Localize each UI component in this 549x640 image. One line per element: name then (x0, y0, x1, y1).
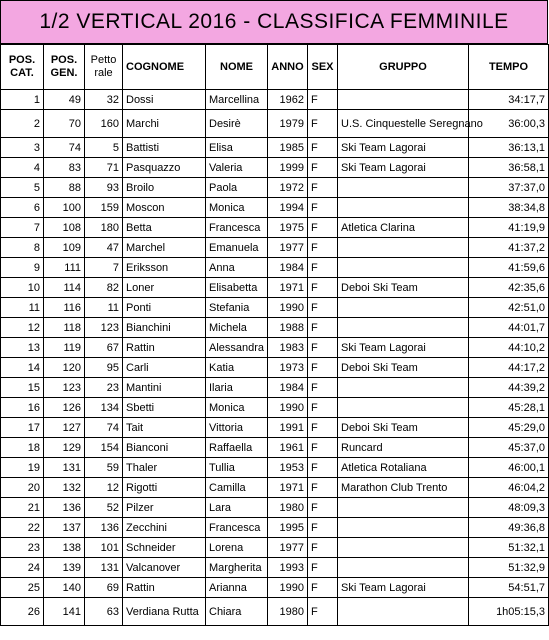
cell-pettorale: 12 (85, 478, 123, 498)
cell-pos-cat: 5 (1, 178, 44, 198)
cell-pos-cat: 16 (1, 398, 44, 418)
cell-cognome: Schneider (123, 538, 206, 558)
cell-pos-cat: 7 (1, 218, 44, 238)
table-row (1, 458, 549, 478)
cell-pos-gen: 100 (44, 198, 85, 218)
cell-pos-cat: 2 (1, 110, 44, 138)
cell-nome: Margherita (206, 558, 268, 578)
cell-pos-cat: 15 (1, 378, 44, 398)
cell-pettorale: 101 (85, 538, 123, 558)
cell-pos-cat: 18 (1, 438, 44, 458)
cell-nome: Elisabetta (206, 278, 268, 298)
cell-nome: Alessandra (206, 338, 268, 358)
cell-pos-gen: 138 (44, 538, 85, 558)
cell-gruppo: Deboi Ski Team (338, 278, 469, 298)
cell-pos-cat: 13 (1, 338, 44, 358)
cell-gruppo: Ski Team Lagorai (338, 338, 469, 358)
cell-nome: Marcellina (206, 90, 268, 110)
cell-sex: F (308, 338, 338, 358)
table-row (1, 110, 549, 138)
cell-pettorale: 59 (85, 458, 123, 478)
cell-pettorale: 134 (85, 398, 123, 418)
cell-anno: 1985 (268, 138, 308, 158)
cell-nome: Emanuela (206, 238, 268, 258)
cell-gruppo (338, 298, 469, 318)
cell-cognome: Moscon (123, 198, 206, 218)
cell-anno: 1993 (268, 558, 308, 578)
table-row (1, 258, 549, 278)
cell-tempo: 46:04,2 (469, 478, 549, 498)
cell-gruppo: Ski Team Lagorai (338, 138, 469, 158)
cell-gruppo (338, 258, 469, 278)
cell-pettorale: 131 (85, 558, 123, 578)
cell-sex: F (308, 438, 338, 458)
table-row (1, 398, 549, 418)
cell-pos-cat: 4 (1, 158, 44, 178)
cell-gruppo: Atletica Clarina (338, 218, 469, 238)
cell-nome: Tullia (206, 458, 268, 478)
cell-pos-gen: 88 (44, 178, 85, 198)
cell-tempo: 41:37,2 (469, 238, 549, 258)
cell-sex: F (308, 178, 338, 198)
cell-gruppo (338, 198, 469, 218)
cell-sex: F (308, 238, 338, 258)
cell-nome: Michela (206, 318, 268, 338)
cell-cognome: Battisti (123, 138, 206, 158)
table-row (1, 178, 549, 198)
cell-sex: F (308, 318, 338, 338)
cell-cognome: Carli (123, 358, 206, 378)
cell-tempo: 51:32,1 (469, 538, 549, 558)
cell-pettorale: 180 (85, 218, 123, 238)
cell-pos-gen: 126 (44, 398, 85, 418)
cell-nome: Monica (206, 198, 268, 218)
cell-pos-gen: 129 (44, 438, 85, 458)
cell-pettorale: 11 (85, 298, 123, 318)
cell-nome: Paola (206, 178, 268, 198)
cell-pos-gen: 131 (44, 458, 85, 478)
cell-nome: Elisa (206, 138, 268, 158)
cell-nome: Stefania (206, 298, 268, 318)
cell-sex: F (308, 538, 338, 558)
cell-cognome: Betta (123, 218, 206, 238)
cell-pos-cat: 6 (1, 198, 44, 218)
header-pettorale: Petto rale (85, 45, 123, 90)
header-sex: SEX (308, 45, 338, 90)
table-row (1, 418, 549, 438)
table-row (1, 538, 549, 558)
cell-tempo: 44:39,2 (469, 378, 549, 398)
cell-gruppo (338, 378, 469, 398)
cell-gruppo: Ski Team Lagorai (338, 158, 469, 178)
cell-anno: 1971 (268, 478, 308, 498)
cell-tempo: 42:35,6 (469, 278, 549, 298)
results-table (0, 44, 549, 626)
cell-cognome: Verdiana Rutta (123, 598, 206, 626)
table-row (1, 278, 549, 298)
cell-anno: 1977 (268, 538, 308, 558)
cell-tempo: 36:00,3 (469, 110, 549, 138)
cell-pettorale: 123 (85, 318, 123, 338)
cell-cognome: Rigotti (123, 478, 206, 498)
header-anno: ANNO (268, 45, 308, 90)
cell-pettorale: 154 (85, 438, 123, 458)
cell-tempo: 44:10,2 (469, 338, 549, 358)
cell-tempo: 44:17,2 (469, 358, 549, 378)
cell-cognome: Bianconi (123, 438, 206, 458)
cell-anno: 1991 (268, 418, 308, 438)
cell-pos-gen: 108 (44, 218, 85, 238)
table-row (1, 238, 549, 258)
cell-tempo: 54:51,7 (469, 578, 549, 598)
cell-tempo: 46:00,1 (469, 458, 549, 478)
cell-sex: F (308, 258, 338, 278)
cell-pettorale: 23 (85, 378, 123, 398)
cell-gruppo: Deboi Ski Team (338, 418, 469, 438)
cell-nome: Francesca (206, 518, 268, 538)
cell-pettorale: 5 (85, 138, 123, 158)
cell-cognome: Rattin (123, 578, 206, 598)
cell-cognome: Marchel (123, 238, 206, 258)
table-row (1, 298, 549, 318)
cell-sex: F (308, 158, 338, 178)
cell-tempo: 48:09,3 (469, 498, 549, 518)
cell-anno: 1962 (268, 90, 308, 110)
cell-pos-cat: 1 (1, 90, 44, 110)
header-pos-gen: POS. GEN. (44, 45, 85, 90)
cell-sex: F (308, 418, 338, 438)
cell-sex: F (308, 398, 338, 418)
cell-pettorale: 95 (85, 358, 123, 378)
cell-anno: 1995 (268, 518, 308, 538)
cell-anno: 1973 (268, 358, 308, 378)
cell-cognome: Eriksson (123, 258, 206, 278)
cell-anno: 1984 (268, 378, 308, 398)
cell-sex: F (308, 278, 338, 298)
header-nome: NOME (206, 45, 268, 90)
cell-gruppo (338, 90, 469, 110)
cell-pos-cat: 9 (1, 258, 44, 278)
cell-sex: F (308, 218, 338, 238)
table-row (1, 198, 549, 218)
cell-nome: Arianna (206, 578, 268, 598)
cell-pos-gen: 140 (44, 578, 85, 598)
cell-anno: 1961 (268, 438, 308, 458)
cell-tempo: 44:01,7 (469, 318, 549, 338)
page-title: 1/2 VERTICAL 2016 - CLASSIFICA FEMMINILE (0, 0, 548, 44)
cell-tempo: 1h05:15,3 (469, 598, 549, 626)
table-row (1, 498, 549, 518)
cell-cognome: Sbetti (123, 398, 206, 418)
cell-anno: 1983 (268, 338, 308, 358)
cell-pettorale: 160 (85, 110, 123, 138)
cell-sex: F (308, 298, 338, 318)
cell-pettorale: 69 (85, 578, 123, 598)
cell-pettorale: 32 (85, 90, 123, 110)
cell-tempo: 45:28,1 (469, 398, 549, 418)
cell-tempo: 34:17,7 (469, 90, 549, 110)
cell-pettorale: 52 (85, 498, 123, 518)
cell-anno: 1980 (268, 598, 308, 626)
table-row (1, 558, 549, 578)
cell-pos-gen: 114 (44, 278, 85, 298)
cell-pettorale: 93 (85, 178, 123, 198)
table-row (1, 338, 549, 358)
cell-anno: 1984 (268, 258, 308, 278)
cell-sex: F (308, 198, 338, 218)
cell-cognome: Dossi (123, 90, 206, 110)
cell-sex: F (308, 458, 338, 478)
cell-gruppo (338, 558, 469, 578)
table-row (1, 90, 549, 110)
cell-sex: F (308, 138, 338, 158)
cell-pos-gen: 137 (44, 518, 85, 538)
cell-pos-gen: 111 (44, 258, 85, 278)
header-gruppo: GRUPPO (338, 45, 469, 90)
cell-cognome: Loner (123, 278, 206, 298)
cell-nome: Vittoria (206, 418, 268, 438)
cell-anno: 1990 (268, 578, 308, 598)
table-row (1, 578, 549, 598)
cell-pos-gen: 141 (44, 598, 85, 626)
cell-pos-gen: 74 (44, 138, 85, 158)
cell-pos-cat: 3 (1, 138, 44, 158)
cell-pos-gen: 109 (44, 238, 85, 258)
cell-gruppo (338, 538, 469, 558)
cell-pos-gen: 118 (44, 318, 85, 338)
cell-nome: Raffaella (206, 438, 268, 458)
cell-gruppo (338, 598, 469, 626)
cell-anno: 1990 (268, 298, 308, 318)
cell-anno: 1979 (268, 110, 308, 138)
cell-pos-gen: 120 (44, 358, 85, 378)
header-cognome: COGNOME (123, 45, 206, 90)
cell-tempo: 36:13,1 (469, 138, 549, 158)
cell-pos-cat: 25 (1, 578, 44, 598)
cell-pos-gen: 123 (44, 378, 85, 398)
cell-pos-gen: 136 (44, 498, 85, 518)
header-pos-cat: POS. CAT. (1, 45, 44, 90)
cell-cognome: Marchi (123, 110, 206, 138)
cell-tempo: 41:19,9 (469, 218, 549, 238)
cell-gruppo: Marathon Club Trento (338, 478, 469, 498)
cell-pos-cat: 21 (1, 498, 44, 518)
cell-pos-cat: 14 (1, 358, 44, 378)
cell-pos-gen: 119 (44, 338, 85, 358)
cell-gruppo (338, 238, 469, 258)
cell-nome: Lorena (206, 538, 268, 558)
cell-gruppo (338, 398, 469, 418)
cell-gruppo: Ski Team Lagorai (338, 578, 469, 598)
cell-gruppo (338, 318, 469, 338)
cell-cognome: Zecchini (123, 518, 206, 538)
cell-gruppo: Deboi Ski Team (338, 358, 469, 378)
cell-pos-cat: 12 (1, 318, 44, 338)
cell-tempo: 51:32,9 (469, 558, 549, 578)
cell-anno: 1980 (268, 498, 308, 518)
cell-pos-cat: 10 (1, 278, 44, 298)
table-row (1, 478, 549, 498)
cell-cognome: Rattin (123, 338, 206, 358)
cell-pos-gen: 83 (44, 158, 85, 178)
table-row (1, 158, 549, 178)
cell-pos-cat: 11 (1, 298, 44, 318)
cell-cognome: Pilzer (123, 498, 206, 518)
cell-pos-cat: 17 (1, 418, 44, 438)
table-row (1, 518, 549, 538)
cell-sex: F (308, 518, 338, 538)
cell-sex: F (308, 498, 338, 518)
cell-cognome: Mantini (123, 378, 206, 398)
table-row (1, 358, 549, 378)
cell-tempo: 41:59,6 (469, 258, 549, 278)
cell-tempo: 36:58,1 (469, 158, 549, 178)
cell-sex: F (308, 358, 338, 378)
cell-pos-gen: 139 (44, 558, 85, 578)
cell-tempo: 45:29,0 (469, 418, 549, 438)
cell-tempo: 42:51,0 (469, 298, 549, 318)
cell-cognome: Tait (123, 418, 206, 438)
cell-cognome: Ponti (123, 298, 206, 318)
cell-nome: Valeria (206, 158, 268, 178)
cell-gruppo (338, 178, 469, 198)
cell-sex: F (308, 598, 338, 626)
cell-anno: 1975 (268, 218, 308, 238)
table-row (1, 378, 549, 398)
cell-pos-cat: 20 (1, 478, 44, 498)
cell-pos-cat: 19 (1, 458, 44, 478)
cell-pettorale: 7 (85, 258, 123, 278)
cell-tempo: 38:34,8 (469, 198, 549, 218)
cell-pos-gen: 116 (44, 298, 85, 318)
cell-nome: Anna (206, 258, 268, 278)
cell-cognome: Thaler (123, 458, 206, 478)
cell-anno: 1999 (268, 158, 308, 178)
header-tempo: TEMPO (469, 45, 549, 90)
cell-pos-gen: 49 (44, 90, 85, 110)
cell-tempo: 37:37,0 (469, 178, 549, 198)
cell-gruppo: U.S. Cinquestelle Seregnano (338, 110, 469, 138)
cell-pettorale: 47 (85, 238, 123, 258)
cell-pettorale: 63 (85, 598, 123, 626)
cell-pettorale: 67 (85, 338, 123, 358)
cell-anno: 1953 (268, 458, 308, 478)
header-row (1, 45, 549, 90)
cell-pos-gen: 127 (44, 418, 85, 438)
cell-pos-cat: 26 (1, 598, 44, 626)
cell-nome: Katia (206, 358, 268, 378)
cell-sex: F (308, 378, 338, 398)
cell-pos-cat: 8 (1, 238, 44, 258)
table-row (1, 318, 549, 338)
cell-pos-cat: 23 (1, 538, 44, 558)
cell-anno: 1990 (268, 398, 308, 418)
table-row (1, 598, 549, 626)
cell-anno: 1977 (268, 238, 308, 258)
cell-cognome: Pasquazzo (123, 158, 206, 178)
cell-nome: Lara (206, 498, 268, 518)
cell-anno: 1988 (268, 318, 308, 338)
cell-gruppo (338, 498, 469, 518)
cell-anno: 1972 (268, 178, 308, 198)
cell-cognome: Bianchini (123, 318, 206, 338)
cell-sex: F (308, 110, 338, 138)
cell-tempo: 45:37,0 (469, 438, 549, 458)
cell-pettorale: 71 (85, 158, 123, 178)
cell-pos-gen: 132 (44, 478, 85, 498)
cell-nome: Desirè (206, 110, 268, 138)
cell-sex: F (308, 558, 338, 578)
cell-nome: Chiara (206, 598, 268, 626)
cell-pettorale: 136 (85, 518, 123, 538)
cell-pos-gen: 70 (44, 110, 85, 138)
cell-pos-cat: 24 (1, 558, 44, 578)
cell-sex: F (308, 90, 338, 110)
cell-gruppo: Atletica Rotaliana (338, 458, 469, 478)
cell-gruppo (338, 518, 469, 538)
cell-nome: Monica (206, 398, 268, 418)
cell-nome: Francesca (206, 218, 268, 238)
cell-nome: Camilla (206, 478, 268, 498)
cell-sex: F (308, 478, 338, 498)
cell-pettorale: 74 (85, 418, 123, 438)
cell-nome: Ilaria (206, 378, 268, 398)
cell-gruppo: Runcard (338, 438, 469, 458)
cell-anno: 1971 (268, 278, 308, 298)
cell-anno: 1994 (268, 198, 308, 218)
cell-pettorale: 82 (85, 278, 123, 298)
cell-cognome: Valcanover (123, 558, 206, 578)
table-row (1, 438, 549, 458)
cell-sex: F (308, 578, 338, 598)
table-row (1, 138, 549, 158)
cell-cognome: Broilo (123, 178, 206, 198)
cell-pos-cat: 22 (1, 518, 44, 538)
table-row (1, 218, 549, 238)
cell-pettorale: 159 (85, 198, 123, 218)
cell-tempo: 49:36,8 (469, 518, 549, 538)
